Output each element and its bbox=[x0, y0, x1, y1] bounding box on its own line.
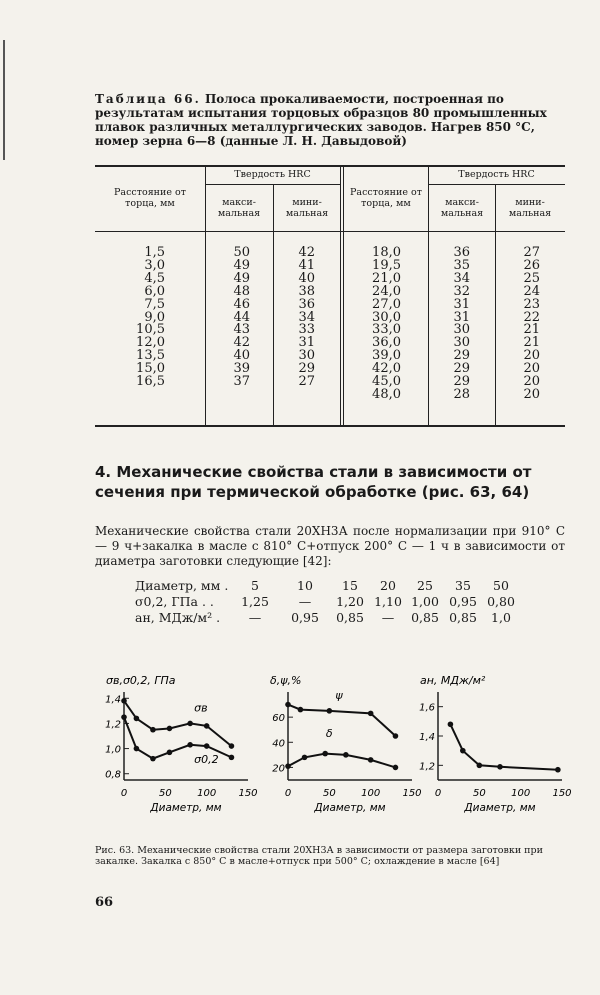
property-value: — bbox=[298, 594, 312, 609]
table-cell: 28 bbox=[453, 386, 470, 402]
data-point bbox=[187, 721, 193, 727]
table-cell: 42,0 bbox=[372, 361, 401, 377]
table-cell: 35 bbox=[453, 257, 470, 273]
data-point bbox=[134, 716, 140, 722]
table-cell: 31 bbox=[453, 296, 470, 312]
table-cell: 23 bbox=[523, 296, 540, 312]
data-point bbox=[322, 751, 328, 757]
table-cell: 20 bbox=[523, 386, 540, 402]
table-cell: 20 bbox=[523, 348, 540, 364]
data-point bbox=[121, 698, 127, 704]
hardness-subheader-rule bbox=[428, 184, 565, 185]
table-cell: 9,0 bbox=[144, 309, 165, 325]
table-cell: 19,5 bbox=[372, 257, 401, 273]
data-point bbox=[187, 742, 193, 748]
table-cell: 20 bbox=[523, 361, 540, 377]
table-cell: 31 bbox=[298, 335, 315, 351]
chart-ylabel: aн, МДж/м² bbox=[420, 674, 486, 687]
table-cell: 21 bbox=[523, 322, 540, 338]
table-col-rule bbox=[205, 165, 206, 425]
table-cell: 21 bbox=[523, 335, 540, 351]
property-value: 1,0 bbox=[491, 610, 511, 625]
s02-label: σ0,2, ГПа . . bbox=[135, 594, 214, 609]
y-tick-label: 1,4 bbox=[105, 694, 121, 706]
data-point bbox=[368, 757, 374, 763]
table-cell: 34 bbox=[453, 270, 470, 286]
max-header-right: макси-мальная bbox=[440, 197, 484, 219]
data-point bbox=[343, 752, 349, 758]
x-tick-label: 0 bbox=[434, 788, 442, 799]
table-cell: 15,0 bbox=[136, 361, 165, 377]
chart-impact bbox=[412, 672, 572, 837]
data-point bbox=[302, 755, 308, 761]
table-cell: 22 bbox=[523, 309, 540, 325]
table-cell: 39 bbox=[233, 361, 250, 377]
data-point bbox=[285, 702, 291, 708]
data-point bbox=[204, 723, 210, 729]
an-label: aн, МДж/м² . bbox=[135, 610, 221, 625]
table-caption bbox=[95, 92, 565, 148]
table-cell: 30,0 bbox=[372, 309, 401, 325]
table-cell: 29 bbox=[453, 348, 470, 364]
chart-ylabel: σв,σ0,2, ГПа bbox=[106, 674, 176, 687]
table-bottom-rule bbox=[95, 425, 565, 427]
chart-xlabel: Диаметр, мм bbox=[150, 802, 222, 814]
x-tick-label: 0 bbox=[120, 788, 128, 799]
x-tick-label: 100 bbox=[361, 788, 381, 799]
table-cell: 24,0 bbox=[372, 283, 401, 299]
hardness-header: Твердость HRC bbox=[234, 169, 311, 180]
col-left-distance bbox=[125, 247, 165, 389]
property-value: 15 bbox=[342, 578, 358, 593]
table-cell: 10,5 bbox=[136, 322, 165, 338]
table-cell: 40 bbox=[298, 270, 315, 286]
table-cell: 38 bbox=[298, 283, 315, 299]
table-cell: 48 bbox=[233, 283, 250, 299]
table-cell: 50 bbox=[233, 245, 250, 260]
table-cell: 18,0 bbox=[372, 245, 401, 260]
property-value: 1,10 bbox=[374, 594, 402, 609]
chart-xlabel: Диаметр, мм bbox=[464, 802, 536, 814]
series-label: ψ bbox=[335, 688, 343, 702]
col-right-distance bbox=[365, 247, 401, 402]
table-col-rule bbox=[343, 165, 344, 425]
col-right-max bbox=[450, 247, 470, 402]
table-col-rule bbox=[273, 184, 274, 425]
table-cell: 27 bbox=[298, 374, 315, 390]
data-point bbox=[204, 743, 210, 749]
table-cell: 44 bbox=[233, 309, 250, 325]
data-point bbox=[121, 714, 127, 720]
table-cell: 42 bbox=[298, 245, 315, 260]
table-caption-lead: Таблица 66. bbox=[95, 92, 201, 106]
x-tick-label: 150 bbox=[402, 788, 422, 799]
data-point bbox=[368, 711, 374, 717]
series-label: δ bbox=[325, 726, 333, 740]
table-cell: 32 bbox=[453, 283, 470, 299]
table-cell: 39,0 bbox=[372, 348, 401, 364]
table-cell: 3,0 bbox=[144, 257, 165, 273]
section-title: 4. Механические свойства стали в зависимости от сечения при термической обработке (рис. 63, 64) bbox=[95, 463, 532, 501]
table-cell: 21,0 bbox=[372, 270, 401, 286]
table-cell: 30 bbox=[298, 348, 315, 364]
y-tick-label: 1,2 bbox=[105, 719, 121, 731]
table-cell: 41 bbox=[298, 257, 315, 273]
table-cell: 7,5 bbox=[144, 296, 165, 312]
table-cell: 36,0 bbox=[372, 335, 401, 351]
x-tick-label: 150 bbox=[238, 788, 258, 799]
y-tick-label: 60 bbox=[272, 713, 285, 725]
hardness-header-right: Твердость HRC bbox=[458, 169, 535, 180]
table-cell: 37 bbox=[233, 374, 250, 390]
table-cell: 48,0 bbox=[372, 386, 401, 402]
x-tick-label: 50 bbox=[322, 788, 336, 799]
data-point bbox=[393, 733, 399, 739]
property-value: — bbox=[248, 610, 262, 625]
scan-left-rule bbox=[3, 40, 5, 160]
table-cell: 40 bbox=[233, 348, 250, 364]
table-cell: 49 bbox=[233, 270, 250, 286]
data-point bbox=[150, 727, 156, 733]
data-point bbox=[393, 765, 399, 771]
table-cell: 13,5 bbox=[136, 348, 165, 364]
table-cell: 33 bbox=[298, 322, 315, 338]
table-cell: 42 bbox=[233, 335, 250, 351]
table-col-rule bbox=[495, 184, 496, 425]
col-right-min bbox=[520, 247, 540, 402]
series-label: σ0,2 bbox=[194, 752, 219, 766]
series-line bbox=[288, 705, 396, 736]
table-cell: 29 bbox=[298, 361, 315, 377]
data-point bbox=[229, 755, 235, 761]
data-point bbox=[460, 748, 466, 754]
property-value: 1,20 bbox=[336, 594, 364, 609]
property-value: 0,95 bbox=[291, 610, 319, 625]
page-number: 66 bbox=[95, 895, 114, 910]
series-line bbox=[124, 701, 232, 746]
table-cell: 24 bbox=[523, 283, 540, 299]
x-tick-label: 150 bbox=[552, 788, 572, 799]
table-cell: 34 bbox=[298, 309, 315, 325]
chart-xlabel: Диаметр, мм bbox=[314, 802, 386, 814]
property-value: 1,25 bbox=[241, 594, 269, 609]
data-point bbox=[298, 707, 304, 713]
data-point bbox=[448, 721, 454, 727]
table-cell: 46 bbox=[233, 296, 250, 312]
distance-header-right: Расстояние от торца, мм bbox=[350, 187, 422, 209]
property-value: 10 bbox=[297, 578, 313, 593]
property-value: — bbox=[381, 610, 395, 625]
table-cell: 12,0 bbox=[136, 335, 165, 351]
table-cell: 43 bbox=[233, 322, 250, 338]
data-point bbox=[167, 726, 173, 732]
property-value: 1,00 bbox=[411, 594, 439, 609]
data-point bbox=[134, 746, 140, 752]
chart-ductility bbox=[262, 672, 422, 837]
table-cell: 30 bbox=[453, 335, 470, 351]
property-value: 0,80 bbox=[487, 594, 515, 609]
table-cell: 26 bbox=[523, 257, 540, 273]
x-tick-label: 0 bbox=[284, 788, 292, 799]
chart-strength bbox=[98, 672, 258, 837]
table-cell: 27,0 bbox=[372, 296, 401, 312]
data-point bbox=[229, 743, 235, 749]
y-tick-label: 1,0 bbox=[105, 744, 121, 756]
property-value: 5 bbox=[251, 578, 259, 593]
table-cell: 6,0 bbox=[144, 283, 165, 299]
table-col-rule bbox=[428, 165, 429, 425]
col-left-max bbox=[230, 247, 250, 389]
x-tick-label: 100 bbox=[197, 788, 217, 799]
table-cell: 31 bbox=[453, 309, 470, 325]
y-tick-label: 1,4 bbox=[419, 732, 435, 743]
hardenability-table bbox=[95, 165, 565, 427]
table-cell: 16,5 bbox=[136, 374, 165, 390]
distance-header: Расстояние от торца, мм bbox=[114, 187, 186, 209]
table-cell: 1,5 bbox=[144, 245, 165, 260]
table-cell: 45,0 bbox=[372, 374, 401, 390]
table-top-rule bbox=[95, 165, 565, 167]
series-label: σв bbox=[194, 701, 208, 715]
data-point bbox=[150, 756, 156, 762]
x-tick-label: 50 bbox=[158, 788, 172, 799]
property-value: 0,85 bbox=[411, 610, 439, 625]
table-cell: 25 bbox=[523, 270, 540, 286]
data-point bbox=[497, 764, 503, 770]
data-point bbox=[477, 763, 483, 769]
min-header-right: мини-мальная bbox=[508, 197, 552, 219]
property-value: 25 bbox=[417, 578, 433, 593]
series-line bbox=[450, 724, 558, 769]
col-left-min bbox=[295, 247, 315, 389]
table-cell: 36 bbox=[298, 296, 315, 312]
x-tick-label: 50 bbox=[472, 788, 486, 799]
table-cell: 33,0 bbox=[372, 322, 401, 338]
data-point bbox=[167, 750, 173, 756]
table-cell: 49 bbox=[233, 257, 250, 273]
max-header: макси-мальная bbox=[217, 197, 261, 219]
y-tick-label: 1,2 bbox=[419, 761, 435, 773]
table-cell: 36 bbox=[453, 245, 470, 260]
property-value: 0,85 bbox=[336, 610, 364, 625]
table-cell: 29 bbox=[453, 361, 470, 377]
table-cell: 27 bbox=[523, 245, 540, 260]
y-tick-label: 0,8 bbox=[105, 769, 121, 781]
property-value: 20 bbox=[380, 578, 396, 593]
y-tick-label: 40 bbox=[272, 738, 285, 750]
data-point bbox=[285, 763, 291, 769]
min-header: мини-мальная bbox=[285, 197, 329, 219]
y-tick-label: 20 bbox=[272, 763, 285, 775]
table-cell: 20 bbox=[523, 374, 540, 390]
chart-ylabel: δ,ψ,% bbox=[270, 674, 302, 687]
property-value: 35 bbox=[455, 578, 471, 593]
table-caption-text: Полоса прокаливаемости, построенная по результатам испытания торцовых образцов 80 промышленных плавок различных металлургических заводов. Нагрев 850 °С, номер зерна 6—8 (данные Л. Н. Давыдовой) bbox=[95, 92, 547, 148]
table-cell: 29 bbox=[453, 374, 470, 390]
table-cell: 30 bbox=[453, 322, 470, 338]
y-tick-label: 1,6 bbox=[419, 702, 435, 714]
body-paragraph: Механические свойства стали 20ХН3А после нормализации при 910° С — 9 ч+закалка в масле с 810° С+отпуск 200° С — 1 ч в зависимости от диаметра заготовки следующие [42]: bbox=[95, 524, 565, 568]
table-col-rule bbox=[340, 165, 341, 425]
data-point bbox=[327, 708, 333, 714]
property-value: 50 bbox=[493, 578, 509, 593]
property-value: 0,95 bbox=[449, 594, 477, 609]
figure-caption: Рис. 63. Механические свойства стали 20ХН3А в зависимости от размера заготовки при закалке. Закалка с 850° С в масле+отпуск при 500° С; охлаждение в масле [64] bbox=[95, 845, 543, 867]
property-value: 0,85 bbox=[449, 610, 477, 625]
table-cell: 4,5 bbox=[144, 270, 165, 286]
x-tick-label: 100 bbox=[511, 788, 531, 799]
diam-label: Диаметр, мм . bbox=[135, 578, 229, 593]
data-point bbox=[555, 767, 561, 773]
